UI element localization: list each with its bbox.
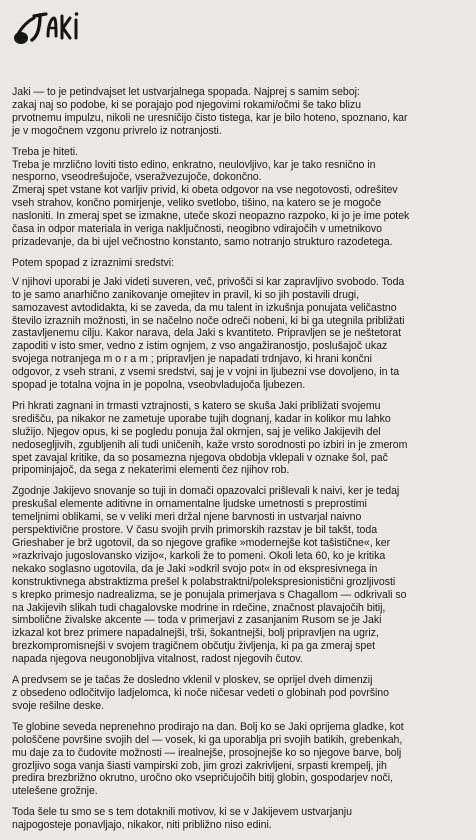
paragraph-means-heading: Potem spopad z izraznimi sredstvi: <box>12 256 174 269</box>
paragraph-motifs: Toda šele tu smo se s tem dotaknili motivov, ki se v Jakijevem ustvarjanju najpogosteje ponavljajo, nikakor, niti približno niso edini. <box>12 806 352 832</box>
signature-jaki-icon <box>10 6 90 56</box>
document-body <box>12 86 462 840</box>
artist-signature <box>10 6 90 56</box>
paragraph-two-dimensions: A predvsem se je tačas že dosledno vklenil v ploskev, se oprijel dveh dimenzij z obsedeno odločitvijo ladjelomca, ki noče ničesar vedeti o globinah pod površino svoje rešilne deske. <box>12 674 389 712</box>
paragraph-early-work: Zgodnje Jakijevo snovanje so tuji in domači opazovalci prišlevali k naivi, ker je tedaj preskušal elemente aditivne in ornamentalne ljudske umetnosti s preprostimi temeljnimi oblikami, se v veliki meri držal njene barvnosti in ustvarjal naivno perspektivične prostore. V času svojih prvih primorskih razstav je bil takšt, toda Grieshaber je brž ugotovil, da so njegove grafike »modernejše kot tašističnе«, ker »razkrivajo jugoslovansko vizijo«, karkoli že to pomeni. Okoli leta 60, ko je kritika nekako soglasno ugotovila, da je Jaki »odkril svojo pot« in od ekspresivnega in konstruktivnega abstraktizma prešel k polabstraktni/polekspresionistični grozljivosti s krepko primesjo nadrealizma, se je ponujala primerjava s Chagallom — odkrivali so na Jakijevih slikah tudi chagalovske modrine in rdečine, značnost plavajočih bitij, simbolične živalske akcente — toda v primerjavi z zasanjanim Rusom se je Jaki izkazal kot brez primere napadalnejši, trši, šokantnejši, bolj pripravljen na ugriz, brezkompromisnejši v svojem tragičnem občutju življenja, ki pa ga zmeraj spet napada njegova neugonobljiva vitalnost, radost njegovih čutov. <box>12 485 407 666</box>
paragraph-depths: Te globine seveda neprenehno prodirajo na dan. Bolj ko se Jaki oprijema gladke, kot pološčene površine svojih del — vosek, ki ga uporablja pri svojih batikih, grebenkah, mu daje za to čudovite možnosti — irealnejše, prosojnejše ko so njegove barve, bolj grozljivo soga vanja šiasti vampirski zob, jim grozi zakrivljeni, srpasti krempelj, jih predira brezbrižno okrutno, uročno oko vsepričujočih bitij globin, gospodarjev noči, utelešene grožnje. <box>12 720 404 798</box>
paragraph-haste: Treba je hiteti. Treba je mrzlično loviti tisto edino, enkratno, neulovljivo, kar je tako resnično in nesporno, vseodrešujoče, vseražvezujoče, dokončno. Zmeraj spet vstane kot varljiv privid, ki obeta odgovor na vse negotovosti, odrešitev vseh strahov, končno pomirjenje, veliko svetlobo, tišino, na katero se je mogoče nasloniti. In zmeraj spet se izmakne, uteče skozi neopazno razpoko, ki jo je ime potek časa in odpor materiala in veriga naključnosti, neogibno vdirajočih v umetnikovo prizadevanje, da bi ujel večnostno konstanto, samo notranjo strukturo razodetega. <box>12 145 410 248</box>
paragraph-intro: Jaki — to je petindvajset let ustvarjalnega spopada. Najprej s samim seboj: zakaj naj so podobe, ki se porajajo pod njegovimi rokami/očmi še tako blizu prvotnemu impulzu, nikoli ne uresničijo čisto tistega, kar je bilo hoteno, spoznano, kar je v mogočnem vzgonu privrelo iz notranjosti. <box>12 86 408 137</box>
paragraph-persistence: Pri hkrati zagnani in trmasti vztrajnosti, s katero se skuša Jaki približati svojemu središču, pa nikakor ne zametuje uporabe tujih dognanj, kadar in kolikor mu lahko služijo. Njegov opus, ki se pogledu ponuja žal okrnjen, saj je veliko Jakijevih del nedosegljivih, zgubljenih ali tudi uničenih, kaže vrsto sorodnosti po izbiri in je zmerom spet zavajal kritike, da so posamezna njegova obdobja vklepali v oznake šol, pač pripominjajoč, da sega z nekaterimi elementi čez njihov rob. <box>12 399 408 477</box>
paragraph-means: V njihovi uporabi je Jaki videti suveren, več, privošči si kar zapravljivo svobodo. Toda to je samo anarhično zanikovanje omejitev in pravil, ki so jih postavili drugi, samozavest avtodidakta, ki se zaveda, da mu talent in izkušnja ponujata veličastno število izraznih možnosti, in se načelno noče odreči nobeni, ki bi ga utegnila približati zastavljenemu cilju. Kakor narava, dela Jaki s kvantiteto. Pripravljen se je neštetorat zapoditi v isto smer, vedno z istim ognjem, z vso angažiranostjo, poslušajoč ukaz svojega notranjega m o r a m ; pripravljen je napadati trdnjavo, ki hrani končni odgovor, z vseh strani, z vsemi sredstvi, saj je v vojni in ljubezni vse dovoljeno, in ta spopad je totalna vojna in je popolna, vseobvladujoča ljubezen. <box>12 275 405 392</box>
